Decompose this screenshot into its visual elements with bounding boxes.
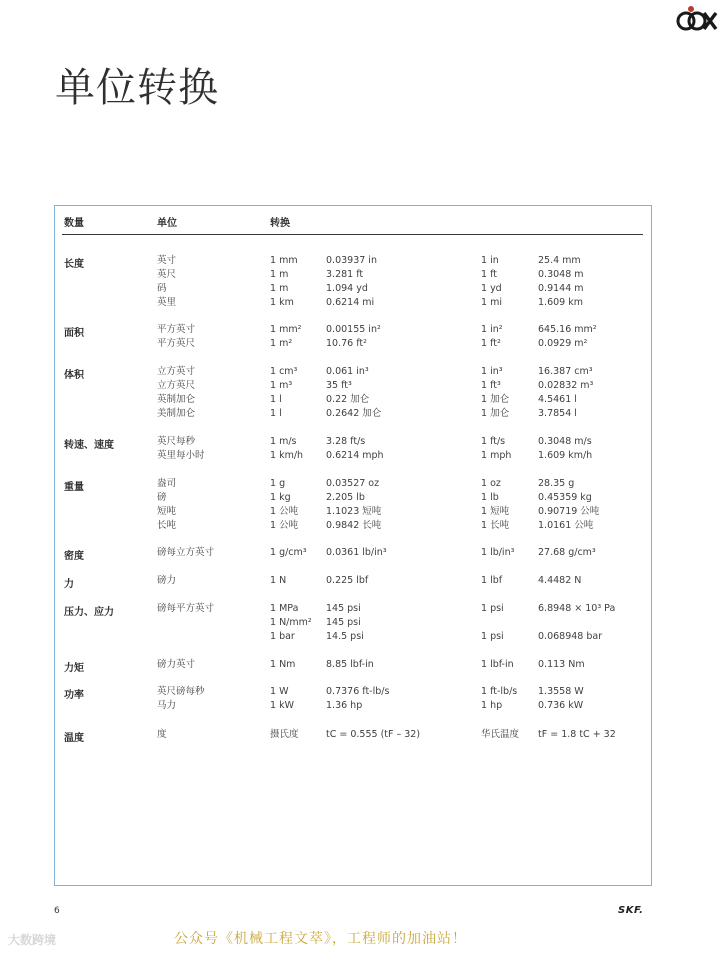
table-cell-c: 1 mph — [481, 450, 512, 461]
table-cell-b: tC = 0.555 (tF – 32) — [326, 729, 421, 740]
table-cell-d: 0.736 kW — [538, 700, 584, 711]
table-cell-d: 16.387 cm³ — [538, 366, 593, 377]
header-divider — [62, 234, 643, 235]
table-cell-c: 1 ft — [481, 269, 497, 280]
table-cell-a: 1 bar — [270, 631, 295, 642]
table-cell-c: 1 lbf — [481, 575, 503, 586]
table-cell-c: 1 ft² — [481, 338, 501, 349]
company-logo-icon — [676, 4, 718, 34]
table-cell-b: 145 psi — [326, 617, 361, 628]
header-unit: 单位 — [157, 218, 177, 229]
table-cell-unit: 磅力 — [157, 575, 177, 586]
table-cell-unit: 磅每立方英寸 — [157, 547, 215, 558]
table-cell-c: 1 in³ — [481, 366, 503, 377]
table-cell-b: 3.28 ft/s — [326, 436, 366, 447]
table-cell-c: 1 in² — [481, 324, 503, 335]
table-cell-a: 1 N — [270, 575, 287, 586]
table-cell-d: tF = 1.8 tC + 32 — [538, 729, 616, 740]
table-cell-b: 0.9842 长吨 — [326, 520, 382, 531]
category-label: 重量 — [64, 482, 84, 493]
category-label: 压力、应力 — [64, 607, 114, 618]
table-cell-a: 1 cm³ — [270, 366, 298, 377]
category-label: 温度 — [64, 733, 84, 744]
table-cell-c: 1 psi — [481, 631, 504, 642]
table-cell-a: 1 MPa — [270, 603, 299, 614]
table-cell-unit: 英寸 — [157, 255, 177, 266]
table-cell-unit: 平方英寸 — [157, 324, 196, 335]
table-cell-d: 4.5461 l — [538, 394, 577, 405]
table-cell-unit: 英尺磅每秒 — [157, 686, 205, 697]
table-cell-c: 1 ft/s — [481, 436, 506, 447]
table-cell-a: 1 l — [270, 394, 282, 405]
table-cell-d: 28.35 g — [538, 478, 575, 489]
table-cell-unit: 英里 — [157, 297, 177, 308]
category-label: 密度 — [64, 551, 84, 562]
table-cell-unit: 马力 — [157, 700, 177, 711]
watermark: 大数跨境 — [8, 933, 57, 947]
table-cell-b: 35 ft³ — [326, 380, 352, 391]
table-cell-d: 6.8948 × 10³ Pa — [538, 603, 616, 614]
table-cell-b: 0.6214 mph — [326, 450, 384, 461]
table-cell-unit: 英尺每秒 — [157, 436, 196, 447]
table-cell-b: 0.7376 ft-lb/s — [326, 686, 390, 697]
category-label: 力 — [64, 579, 74, 590]
category-label: 功率 — [64, 690, 84, 701]
table-cell-unit: 英制加仑 — [157, 394, 196, 405]
table-cell-c: 1 加仑 — [481, 394, 510, 405]
brand-logo: SKF. — [618, 905, 644, 916]
table-cell-d: 1.609 km — [538, 297, 583, 308]
table-cell-b: 0.6214 mi — [326, 297, 375, 308]
table-cell-unit: 盎司 — [157, 478, 177, 489]
category-label: 转速、速度 — [64, 440, 114, 451]
table-cell-unit: 英里每小时 — [157, 450, 205, 461]
table-cell-a: 1 kW — [270, 700, 294, 711]
table-cell-a: 1 km — [270, 297, 294, 308]
table-cell-a: 1 g — [270, 478, 286, 489]
page-title: 单位转换 — [55, 65, 219, 111]
table-cell-d: 4.4482 N — [538, 575, 582, 586]
table-cell-b: 0.225 lbf — [326, 575, 369, 586]
category-label: 力矩 — [64, 663, 84, 674]
table-cell-a: 1 m — [270, 269, 289, 280]
table-cell-d: 0.0929 m² — [538, 338, 588, 349]
table-cell-d: 645.16 mm² — [538, 324, 597, 335]
table-cell-a: 1 mm — [270, 255, 298, 266]
table-cell-unit: 英尺 — [157, 269, 177, 280]
category-label: 面积 — [64, 328, 84, 339]
table-cell-a: 1 l — [270, 408, 282, 419]
table-cell-a: 1 km/h — [270, 450, 304, 461]
table-cell-b: 1.1023 短吨 — [326, 506, 382, 517]
table-cell-d: 0.90719 公吨 — [538, 506, 600, 517]
table-cell-c: 1 in — [481, 255, 499, 266]
table-cell-d: 1.3558 W — [538, 686, 584, 697]
table-cell-b: 145 psi — [326, 603, 361, 614]
table-cell-d: 27.68 g/cm³ — [538, 547, 596, 558]
table-cell-b: 14.5 psi — [326, 631, 364, 642]
table-cell-unit: 立方英尺 — [157, 380, 196, 391]
table-cell-unit: 美制加仑 — [157, 408, 196, 419]
table-cell-c: 1 长吨 — [481, 520, 510, 531]
table-cell-b: 0.2642 加仑 — [326, 408, 382, 419]
slogan-text: 公众号《机械工程文萃》，工程师的加油站！ — [174, 931, 467, 947]
table-cell-d: 3.7854 l — [538, 408, 577, 419]
table-cell-unit: 立方英寸 — [157, 366, 196, 377]
table-cell-b: 2.205 lb — [326, 492, 365, 503]
table-cell-unit: 磅每平方英寸 — [157, 603, 215, 614]
table-cell-b: 0.03937 in — [326, 255, 377, 266]
table-cell-c: 1 ft-lb/s — [481, 686, 518, 697]
table-cell-a: 1 m — [270, 283, 289, 294]
table-cell-b: 10.76 ft² — [326, 338, 367, 349]
table-cell-d: 0.45359 kg — [538, 492, 592, 503]
category-label: 体积 — [64, 370, 84, 381]
page-number: 6 — [54, 906, 60, 916]
table-cell-b: 0.22 加仑 — [326, 394, 370, 405]
table-cell-a: 1 Nm — [270, 659, 296, 670]
table-cell-c: 1 lbf-in — [481, 659, 514, 670]
table-cell-a: 1 m/s — [270, 436, 297, 447]
table-cell-d: 0.3048 m — [538, 269, 584, 280]
table-cell-a: 1 N/mm² — [270, 617, 312, 628]
table-cell-b: 8.85 lbf-in — [326, 659, 374, 670]
table-cell-c: 1 mi — [481, 297, 502, 308]
table-cell-a: 1 公吨 — [270, 520, 299, 531]
table-cell-c: 1 短吨 — [481, 506, 510, 517]
table-cell-c: 1 hp — [481, 700, 503, 711]
table-cell-d: 0.068948 bar — [538, 631, 603, 642]
table-cell-d: 0.113 Nm — [538, 659, 585, 670]
table-cell-b: 1.36 hp — [326, 700, 363, 711]
table-cell-d: 0.3048 m/s — [538, 436, 592, 447]
table-cell-c: 1 oz — [481, 478, 501, 489]
table-cell-a: 摄氏度 — [270, 729, 299, 740]
table-cell-unit: 度 — [157, 729, 167, 740]
table-cell-d: 25.4 mm — [538, 255, 581, 266]
table-cell-a: 1 m² — [270, 338, 293, 349]
table-cell-d: 0.9144 m — [538, 283, 584, 294]
table-cell-c: 华氏温度 — [481, 729, 520, 740]
table-cell-unit: 磅力英寸 — [157, 659, 196, 670]
category-label: 长度 — [64, 259, 84, 270]
table-cell-c: 1 加仑 — [481, 408, 510, 419]
table-cell-a: 1 公吨 — [270, 506, 299, 517]
table-cell-unit: 平方英尺 — [157, 338, 196, 349]
table-cell-b: 0.03527 oz — [326, 478, 380, 489]
table-cell-a: 1 W — [270, 686, 289, 697]
table-cell-a: 1 mm² — [270, 324, 302, 335]
table-cell-unit: 短吨 — [157, 506, 177, 517]
table-cell-b: 1.094 yd — [326, 283, 368, 294]
table-cell-c: 1 lb/in³ — [481, 547, 515, 558]
table-cell-b: 3.281 ft — [326, 269, 364, 280]
table-cell-b: 0.0361 lb/in³ — [326, 547, 387, 558]
table-cell-unit: 长吨 — [157, 520, 177, 531]
table-cell-b: 0.00155 in² — [326, 324, 381, 335]
table-cell-d: 0.02832 m³ — [538, 380, 594, 391]
table-cell-c: 1 psi — [481, 603, 504, 614]
table-cell-c: 1 lb — [481, 492, 499, 503]
table-cell-d: 1.0161 公吨 — [538, 520, 594, 531]
table-cell-d: 1.609 km/h — [538, 450, 593, 461]
header-quantity: 数量 — [64, 218, 84, 229]
header-conversion: 转换 — [270, 218, 290, 229]
table-cell-a: 1 m³ — [270, 380, 293, 391]
table-cell-a: 1 g/cm³ — [270, 547, 307, 558]
table-cell-c: 1 yd — [481, 283, 502, 294]
table-cell-unit: 码 — [157, 283, 167, 294]
table-cell-b: 0.061 in³ — [326, 366, 369, 377]
table-cell-c: 1 ft³ — [481, 380, 501, 391]
table-cell-a: 1 kg — [270, 492, 291, 503]
table-cell-unit: 磅 — [157, 492, 167, 503]
